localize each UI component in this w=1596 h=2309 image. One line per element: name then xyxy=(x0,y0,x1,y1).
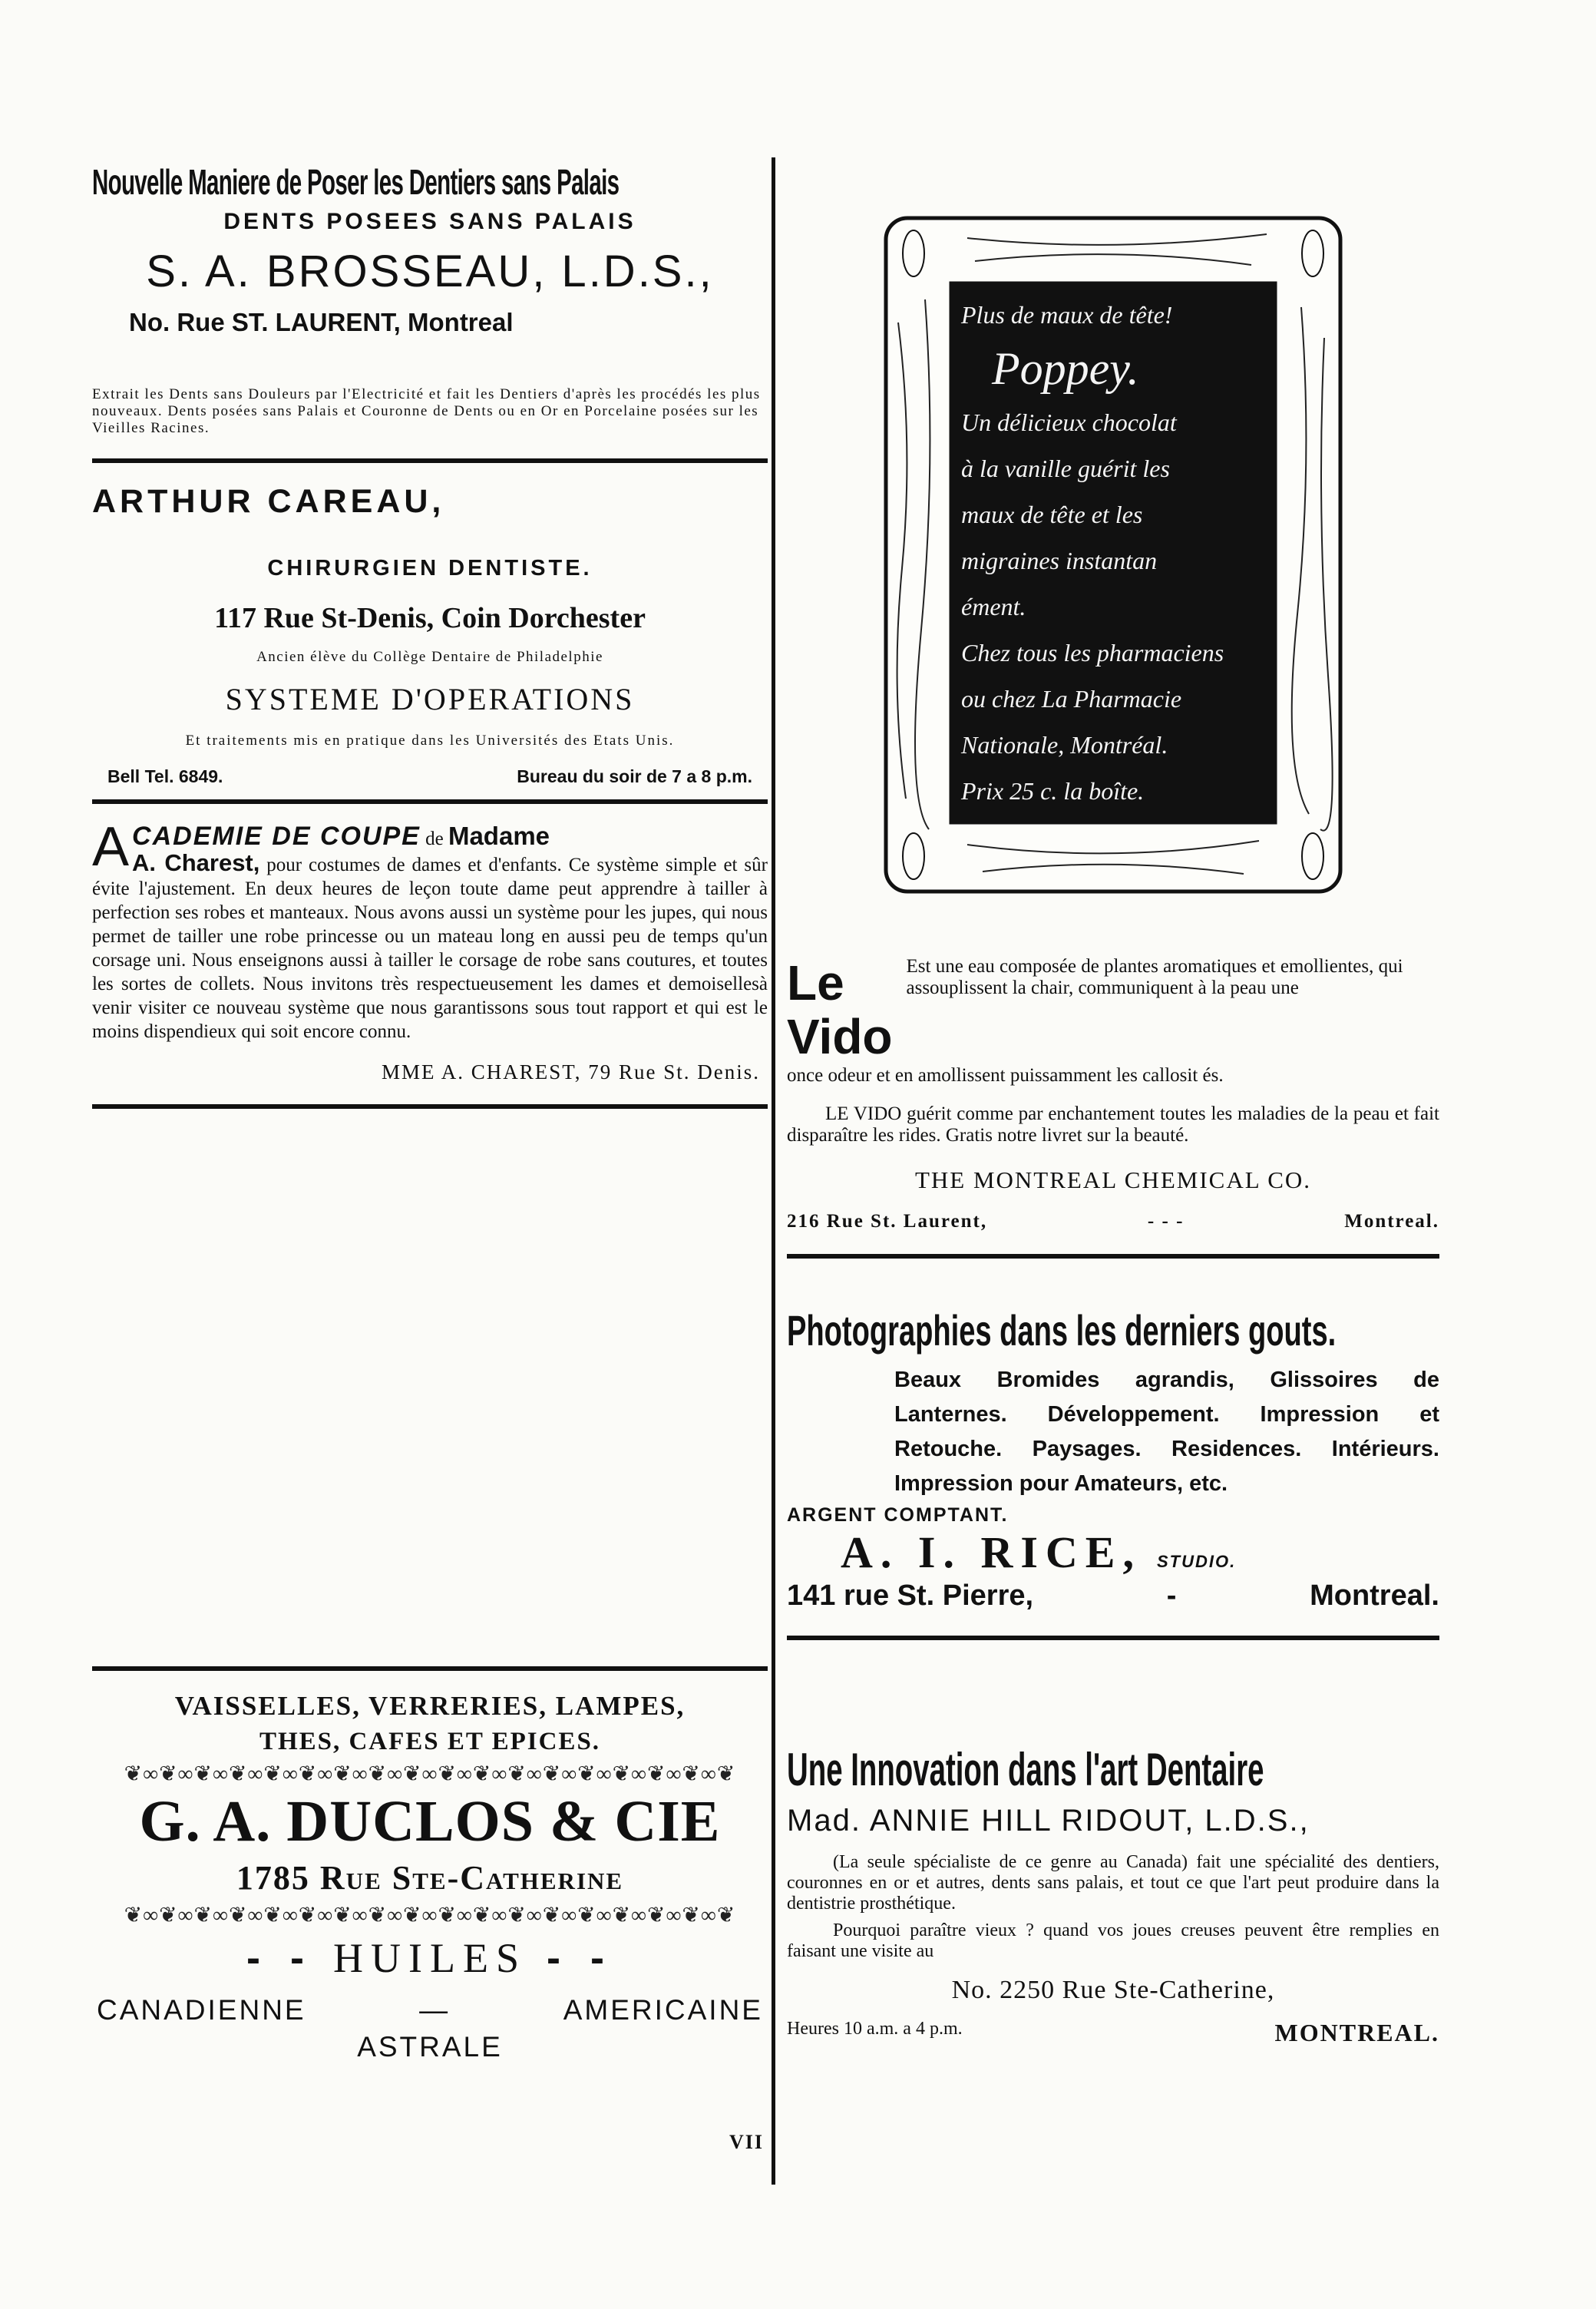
ridout-advertisement xyxy=(787,1743,1439,2047)
duclos-astrale: ASTRALE xyxy=(357,2031,503,2063)
careau-name: ARTHUR CAREAU, xyxy=(92,483,445,520)
vido-advertisement xyxy=(787,956,1439,1259)
brosseau-name: S. A. BROSSEAU, L.D.S., xyxy=(146,246,714,296)
rice-headline: Photographies dans les derniers gouts. xyxy=(787,1306,1337,1355)
vido-description: Est une eau composée de plantes aromatiques et emollientes, qui assouplissent la chair, communiquent à la peau une xyxy=(906,956,1403,998)
charest-advertisement xyxy=(92,816,768,1109)
charest-lead: CADEMIE DE COUPE xyxy=(132,822,421,851)
left-column xyxy=(92,161,768,1109)
vido-company: THE MONTREAL CHEMICAL CO. xyxy=(914,1166,1312,1193)
poppey-chalkboard-advertisement xyxy=(883,215,1343,895)
vido-address xyxy=(787,1211,1439,1232)
duclos-origins xyxy=(97,1994,763,2026)
page-number: VII xyxy=(729,2131,765,2153)
charest-drop-cap: A xyxy=(92,816,130,878)
rice-text: Beaux Bromides agrandis, Glissoires de Lanternes. Développement. Impression et Retouche. Paysages. Residences. Intérieurs. Impression pour Amateurs, etc. xyxy=(894,1368,1439,1496)
rice-street: 141 rue St. Pierre, xyxy=(787,1580,1034,1612)
vido-city: Montreal. xyxy=(1344,1211,1439,1232)
ridout-paragraph-1: (La seule spécialiste de ce genre au Canada) fait une spécialité des dentiers, couronnes en or et autres, dents sans palais, et tout ce que l'art peut produire dans la dentistrie prosthétique. xyxy=(787,1852,1439,1914)
chalk-line: Plus de maux de tête! xyxy=(961,301,1173,329)
divider xyxy=(787,1636,1439,1640)
vido-paragraph: LE VIDO guérit comme par enchantement toutes les maladies de la peau et fait disparaître les rides. Gratis notre livret sur la beauté. xyxy=(787,1103,1439,1146)
chalk-line: maux de tête et les xyxy=(961,501,1143,528)
careau-footer xyxy=(107,766,752,787)
charest-body xyxy=(92,816,768,1044)
origin-dash: — xyxy=(419,1994,451,2026)
vido-street: 216 Rue St. Laurent, xyxy=(787,1211,988,1232)
vido-logo: Le Vido xyxy=(787,955,893,1064)
ridout-city: MONTREAL. xyxy=(1274,2019,1439,2046)
chalk-line: Chez tous les pharmaciens xyxy=(961,639,1224,667)
dashes-right: - - xyxy=(546,1935,613,1981)
careau-note: Et traitements mis en pratique dans les Universités des Etats Unis. xyxy=(185,733,675,749)
divider xyxy=(92,799,768,804)
careau-hours: Bureau du soir de 7 a 8 p.m. xyxy=(517,766,752,786)
duclos-street: 1785 Rue Ste-Catherine xyxy=(236,1859,624,1897)
duclos-products-line2: THES, CAFES ET EPICES. xyxy=(259,1728,601,1755)
rice-advertisement xyxy=(787,1305,1439,1640)
brosseau-advertisement xyxy=(92,161,768,463)
chalk-line: ou chez La Pharmacie xyxy=(961,685,1182,713)
charest-de: de xyxy=(420,829,448,849)
divider xyxy=(92,1666,768,1671)
careau-advertisement xyxy=(92,483,768,804)
careau-address: 117 Rue St-Denis, Coin Dorchester xyxy=(214,602,646,634)
rice-dash: - xyxy=(1166,1580,1177,1612)
charest-text: pour costumes de dames et d'enfants. Ce système simple et sûr évite l'ajustement. En deux heures de leçon toute dame peut apprendre à tailler à perfection ses robes et manteaux. Nous avons aussi un système pour les jupes, qui nous permet de tailler une robe princesse ou un mateau long en aussi peu de temps qu'un corsage uni. Nous enseignons aussi à tailler le corsage de robe sans coutures, et toutes les sortes de collets. Nous invitons très respectueusement les dames et demoisellesà venir visiter ce nouveau système que nous garantissons sous tout rapport et qui est le moins dispendieux qui soit encore connu. xyxy=(92,855,768,1042)
chalk-line: Nationale, Montréal. xyxy=(961,731,1168,759)
careau-system: SYSTEME D'OPERATIONS xyxy=(225,682,635,716)
chalk-brand: Poppey. xyxy=(992,343,1139,394)
brosseau-headline: Nouvelle Maniere de Poser les Dentiers sans Palais xyxy=(92,162,620,202)
ridout-name: Mad. ANNIE HILL RIDOUT, L.D.S., xyxy=(787,1804,1310,1838)
brosseau-subhead: DENTS POSEES SANS PALAIS xyxy=(223,209,636,234)
careau-phone: Bell Tel. 6849. xyxy=(107,766,223,786)
rice-name: A. I. RICE, xyxy=(841,1527,1142,1577)
duclos-advertisement xyxy=(92,1666,768,2063)
careau-title: CHIRURGIEN DENTISTE. xyxy=(267,556,593,581)
divider xyxy=(92,458,768,463)
ridout-address: No. 2250 Rue Ste-Catherine, xyxy=(951,1976,1275,2004)
divider xyxy=(92,1104,768,1109)
origin-left: CANADIENNE xyxy=(97,1994,306,2026)
ridout-hours: Heures 10 a.m. a 4 p.m. xyxy=(787,2019,963,2039)
duclos-firm-name: G. A. DUCLOS & CIE xyxy=(139,1789,721,1854)
careau-alumni: Ancien élève du Collège Dentaire de Philadelphie xyxy=(256,649,603,665)
ornamental-border-icon: ❦∞❦∞❦∞❦∞❦∞❦∞❦∞❦∞❦∞❦∞❦∞❦∞❦∞❦∞❦∞❦∞❦∞❦ xyxy=(124,1762,736,1786)
rice-studio: STUDIO. xyxy=(1157,1552,1237,1571)
column-divider xyxy=(772,157,775,2185)
brosseau-fine-print: Extrait les Dents sans Douleurs par l'Electricité et fait les Dentiers d'après les procédés les plus nouveaux. Dents posées sans Palais et Couronne de Dents ou en Or en Porcelaine posées sur les Vieilles Racines. xyxy=(92,386,761,436)
divider xyxy=(787,1254,1439,1259)
charest-signature: MME A. CHAREST, 79 Rue St. Denis. xyxy=(381,1060,760,1083)
vido-header xyxy=(787,956,1439,1064)
charest-madame: Madame xyxy=(448,822,550,850)
chalk-line: migraines instantan xyxy=(961,547,1158,574)
rice-city: Montreal. xyxy=(1310,1580,1439,1612)
vido-description-continued: once odeur et en amollissent puissamment les callosit és. xyxy=(787,1065,1224,1086)
charest-name: A. Charest, xyxy=(132,849,260,876)
brosseau-address: No. Rue ST. LAURENT, Montreal xyxy=(129,308,514,336)
rice-name-line xyxy=(787,1527,1439,1578)
duclos-products-line1: VAISSELLES, VERRERIES, LAMPES, xyxy=(174,1691,686,1721)
chalk-line: Prix 25 c. la boîte. xyxy=(961,777,1145,805)
ridout-footer xyxy=(787,2019,1439,2047)
ridout-headline: Une Innovation dans l'art Dentaire xyxy=(787,1744,1264,1795)
duclos-huiles xyxy=(92,1934,768,1982)
ornamental-border-icon: ❦∞❦∞❦∞❦∞❦∞❦∞❦∞❦∞❦∞❦∞❦∞❦∞❦∞❦∞❦∞❦∞❦∞❦ xyxy=(124,1904,736,1927)
rice-address xyxy=(787,1580,1439,1613)
ridout-paragraph-2: Pourquoi paraître vieux ? quand vos joues creuses peuvent être remplies en faisant une visite au xyxy=(787,1920,1439,1961)
vido-dashes: - - - xyxy=(1147,1211,1185,1232)
chalk-line: ément. xyxy=(961,593,1026,620)
origin-right: AMERICAINE xyxy=(563,1994,763,2026)
huiles-word: HUILES xyxy=(333,1935,527,1981)
dashes-left: - - xyxy=(246,1935,313,1981)
chalk-line: Un délicieux chocolat xyxy=(961,409,1177,436)
chalkboard xyxy=(952,284,1274,822)
chalk-line: à la vanille guérit les xyxy=(961,455,1170,482)
rice-cash: ARGENT COMPTANT. xyxy=(787,1504,1009,1526)
